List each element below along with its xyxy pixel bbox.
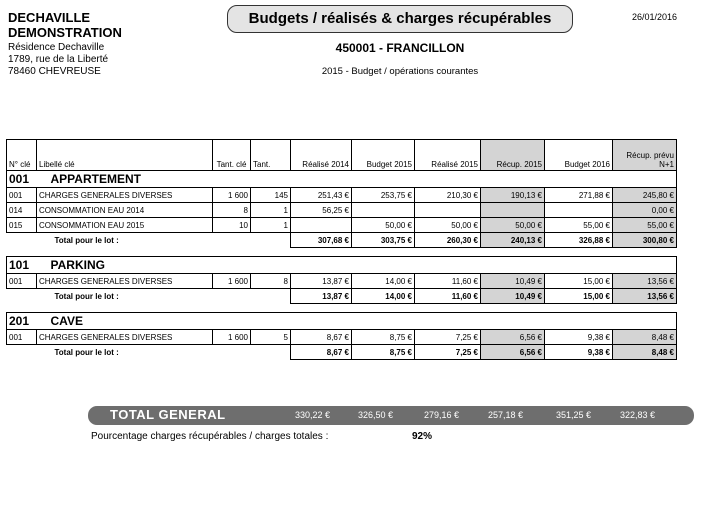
grand-total-recup-2015: 257,18 € (487, 410, 523, 420)
total-budget-2015: 8,75 € (352, 345, 415, 360)
total-recup-prevu: 8,48 € (613, 345, 677, 360)
total-realise-2015: 7,25 € (415, 345, 481, 360)
grand-total-budget-2016: 351,25 € (555, 410, 591, 420)
total-budget-2015: 14,00 € (352, 289, 415, 304)
cell-recup-prevu: 245,80 € (613, 188, 677, 203)
cell-libelle: CHARGES GENERALES DIVERSES (37, 330, 213, 345)
lot-total-row (7, 289, 677, 304)
report-subtitle: 2015 - Budget / opérations courantes (321, 66, 479, 77)
spacer-row (7, 304, 677, 313)
cell-tant: 8 (251, 274, 291, 289)
cell-tant-cle: 1 600 (213, 330, 251, 345)
cell-realise-2014 (291, 218, 352, 233)
cell-realise-2015: 50,00 € (415, 218, 481, 233)
grand-total-label: TOTAL GENERAL (110, 407, 226, 422)
total-recup-2015: 240,13 € (481, 233, 545, 248)
cell-num: 001 (7, 188, 37, 203)
lot-header (7, 313, 677, 330)
cell-budget-2015 (352, 203, 415, 218)
cell-num: 001 (7, 274, 37, 289)
cell-tant-cle: 10 (213, 218, 251, 233)
table-header (7, 140, 677, 171)
cell-recup-2015: 10,49 € (481, 274, 545, 289)
total-label: Total pour le lot : (54, 291, 119, 301)
total-recup-2015: 10,49 € (481, 289, 545, 304)
col-header-realise-2014: Réalisé 2014 (291, 140, 352, 171)
lot-header (7, 171, 677, 188)
col-header-budget-2016: Budget 2016 (545, 140, 613, 171)
col-header-libelle: Libellé clé (37, 140, 213, 171)
address-line3: 78460 CHEVREUSE (8, 66, 101, 77)
percentage-value: 92% (412, 431, 433, 442)
cell-realise-2014: 251,43 € (291, 188, 352, 203)
cell-budget-2015: 50,00 € (352, 218, 415, 233)
grand-total-realise-2014: 330,22 € (294, 410, 330, 420)
cell-budget-2016 (545, 203, 613, 218)
lot-name: PARKING (37, 257, 677, 274)
total-realise-2015: 11,60 € (415, 289, 481, 304)
col-header-tant-cle: Tant. clé (213, 140, 251, 171)
cell-recup-prevu: 8,48 € (613, 330, 677, 345)
table-row (7, 218, 677, 233)
cell-realise-2015: 7,25 € (415, 330, 481, 345)
total-recup-prevu: 13,56 € (613, 289, 677, 304)
report-date: 26/01/2016 (632, 12, 678, 22)
lot-name: CAVE (37, 313, 677, 330)
cell-num: 015 (7, 218, 37, 233)
col-header-recup-2015: Récup. 2015 (481, 140, 545, 171)
cell-tant-cle: 8 (213, 203, 251, 218)
cell-tant: 5 (251, 330, 291, 345)
total-realise-2014: 307,68 € (291, 233, 352, 248)
lot-code: 101 (7, 257, 37, 274)
spacer-row (7, 248, 677, 257)
total-budget-2015: 303,75 € (352, 233, 415, 248)
lot-header (7, 257, 677, 274)
cell-tant-cle: 1 600 (213, 188, 251, 203)
report-title: Budgets / réalisés & charges récupérables (227, 5, 573, 33)
total-budget-2016: 9,38 € (545, 345, 613, 360)
total-label: Total pour le lot : (54, 347, 119, 357)
cell-tant-cle: 1 600 (213, 274, 251, 289)
cell-recup-2015: 190,13 € (481, 188, 545, 203)
cell-recup-2015: 6,56 € (481, 330, 545, 345)
col-header-num: N° clé (7, 140, 37, 171)
table-row (7, 203, 677, 218)
total-recup-prevu: 300,80 € (613, 233, 677, 248)
total-spacer (7, 233, 37, 248)
cell-budget-2016: 55,00 € (545, 218, 613, 233)
total-budget-2016: 326,88 € (545, 233, 613, 248)
cell-realise-2015 (415, 203, 481, 218)
lot-name: APPARTEMENT (37, 171, 677, 188)
total-realise-2014: 13,87 € (291, 289, 352, 304)
company-name-line1: DECHAVILLE (8, 10, 91, 25)
cell-recup-2015: 50,00 € (481, 218, 545, 233)
cell-tant: 1 (251, 203, 291, 218)
lot-code: 201 (7, 313, 37, 330)
grand-total-realise-2015: 279,16 € (423, 410, 459, 420)
company-name-line2: DEMONSTRATION (8, 25, 122, 40)
cell-libelle: CHARGES GENERALES DIVERSES (37, 188, 213, 203)
cell-realise-2015: 210,30 € (415, 188, 481, 203)
total-realise-2014: 8,67 € (291, 345, 352, 360)
total-label: Total pour le lot : (54, 235, 119, 245)
cell-libelle: CONSOMMATION EAU 2014 (37, 203, 213, 218)
total-budget-2016: 15,00 € (545, 289, 613, 304)
table-row (7, 330, 677, 345)
cell-num: 001 (7, 330, 37, 345)
cell-budget-2016: 9,38 € (545, 330, 613, 345)
cell-recup-prevu: 13,56 € (613, 274, 677, 289)
cell-realise-2015: 11,60 € (415, 274, 481, 289)
col-header-realise-2015: Réalisé 2015 (415, 140, 481, 171)
cell-recup-prevu: 0,00 € (613, 203, 677, 218)
property-code: 450001 - FRANCILLON (335, 41, 465, 55)
cell-realise-2014: 13,87 € (291, 274, 352, 289)
total-realise-2015: 260,30 € (415, 233, 481, 248)
budget-table (6, 139, 677, 360)
cell-libelle: CHARGES GENERALES DIVERSES (37, 274, 213, 289)
cell-num: 014 (7, 203, 37, 218)
col-header-tant: Tant. (251, 140, 291, 171)
lot-code: 001 (7, 171, 37, 188)
cell-recup-prevu: 55,00 € (613, 218, 677, 233)
cell-budget-2016: 271,88 € (545, 188, 613, 203)
col-header-budget-2015: Budget 2015 (352, 140, 415, 171)
cell-tant: 1 (251, 218, 291, 233)
cell-tant: 145 (251, 188, 291, 203)
company-name (8, 10, 122, 40)
cell-budget-2015: 14,00 € (352, 274, 415, 289)
cell-libelle: CONSOMMATION EAU 2015 (37, 218, 213, 233)
cell-budget-2015: 8,75 € (352, 330, 415, 345)
grand-total-recup-prevu: 322,83 € (619, 410, 655, 420)
lot-total-row (7, 345, 677, 360)
company-address (8, 42, 108, 78)
table-row (7, 274, 677, 289)
grand-total-budget-2015: 326,50 € (357, 410, 393, 420)
cell-realise-2014: 56,25 € (291, 203, 352, 218)
total-spacer (7, 345, 37, 360)
total-recup-2015: 6,56 € (481, 345, 545, 360)
grand-total-bar (88, 406, 694, 425)
cell-realise-2014: 8,67 € (291, 330, 352, 345)
address-line1: Résidence Dechaville (8, 42, 105, 53)
total-spacer (7, 289, 37, 304)
percentage-label: Pourcentage charges récupérables / charges totales : (91, 431, 329, 442)
cell-budget-2016: 15,00 € (545, 274, 613, 289)
address-line2: 1789, rue de la Liberté (8, 54, 109, 65)
lot-total-row (7, 233, 677, 248)
cell-budget-2015: 253,75 € (352, 188, 415, 203)
table-row (7, 188, 677, 203)
col-header-recup-prevu: Récup. prévu N+1 (613, 140, 677, 171)
cell-recup-2015 (481, 203, 545, 218)
